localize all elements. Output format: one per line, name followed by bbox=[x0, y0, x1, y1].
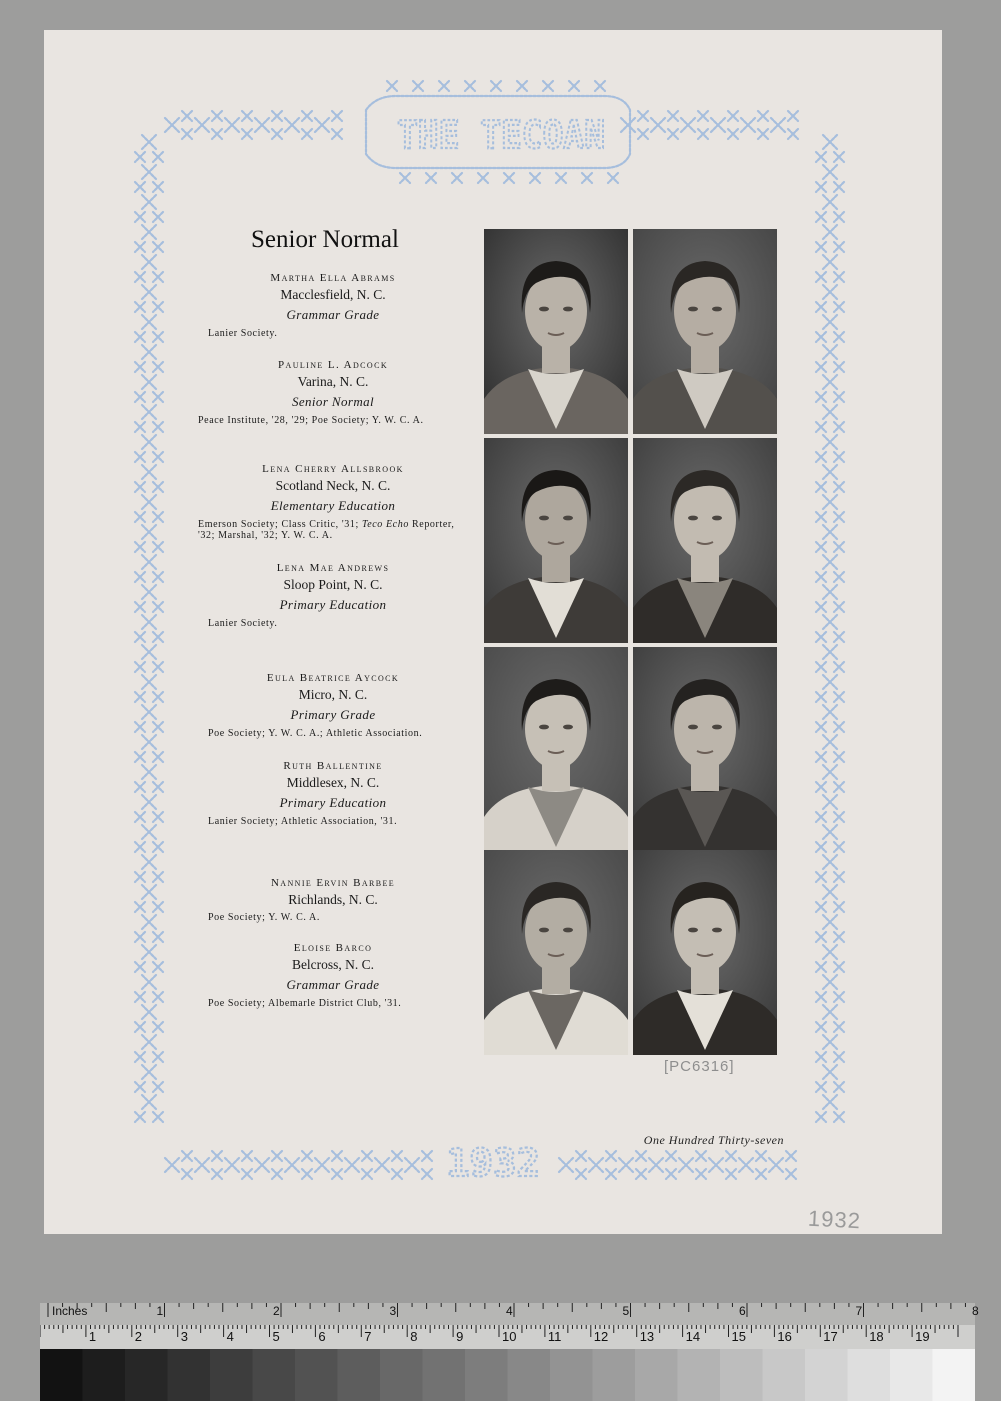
student-major: Senior Normal bbox=[291, 394, 375, 409]
inch-label: 7 bbox=[855, 1304, 863, 1318]
inch-label: 5 bbox=[622, 1304, 630, 1318]
inch-label: 8 bbox=[972, 1304, 979, 1318]
portrait-illustration bbox=[633, 229, 777, 434]
student-name: Eula Beatrice Aycock bbox=[266, 672, 400, 684]
cm-label: 14 bbox=[685, 1329, 701, 1344]
activities-text: Emerson Society; Class Critic, '31; bbox=[198, 519, 362, 530]
student-major: Grammar Grade bbox=[286, 977, 380, 992]
cm-label: 17 bbox=[823, 1329, 838, 1344]
portrait-photo bbox=[484, 850, 628, 1055]
page-number: One Hundred Thirty-seven bbox=[643, 1133, 784, 1147]
activities-text: Reporter, '32; Marshal, '32; Y. W. C. A. bbox=[198, 519, 455, 541]
student-name: Eloise Barco bbox=[293, 942, 373, 954]
newspaper-title: Teco Echo bbox=[361, 519, 409, 530]
student-activities: Poe Society; Albemarle District Club, '31. bbox=[208, 998, 402, 1009]
inch-label: 2 bbox=[273, 1304, 280, 1318]
student-activities bbox=[198, 519, 472, 541]
cm-label: 9 bbox=[456, 1329, 464, 1344]
student-town: Micro, N. C. bbox=[298, 687, 368, 702]
portrait-photo bbox=[484, 438, 628, 643]
student-activities: Poe Society; Y. W. C. A.; Athletic Association. bbox=[208, 728, 423, 739]
student-town: Varina, N. C. bbox=[297, 374, 369, 389]
portrait-photo bbox=[633, 229, 777, 434]
student-name: Nannie Ervin Barbee bbox=[270, 877, 396, 889]
cm-label: 8 bbox=[410, 1329, 418, 1344]
student-town: Macclesfield, N. C. bbox=[280, 287, 386, 302]
student-entry bbox=[194, 760, 472, 827]
header-year-lettering: 1932 bbox=[446, 1141, 540, 1185]
header-title-lettering: THE TECOAN bbox=[397, 113, 605, 157]
student-name: Lena Cherry Allsbrook bbox=[262, 463, 404, 475]
student-name: Lena Mae Andrews bbox=[276, 562, 390, 574]
cm-label: 16 bbox=[777, 1329, 792, 1344]
inch-label: 6 bbox=[739, 1304, 746, 1318]
portrait-illustration bbox=[484, 438, 628, 643]
portrait-illustration bbox=[484, 229, 628, 434]
portrait-photo bbox=[484, 647, 628, 852]
student-entry bbox=[194, 272, 472, 339]
student-name: Pauline L. Adcock bbox=[278, 359, 388, 371]
cm-label: 10 bbox=[502, 1329, 517, 1344]
student-name: Ruth Ballentine bbox=[283, 760, 383, 772]
student-entry bbox=[194, 562, 472, 629]
cm-label: 18 bbox=[869, 1329, 884, 1344]
student-activities: Lanier Society. bbox=[208, 618, 278, 629]
portrait-illustration bbox=[484, 850, 628, 1055]
cm-label: 6 bbox=[318, 1329, 326, 1344]
cm-label: 1 bbox=[88, 1329, 97, 1344]
student-name: Martha Ella Abrams bbox=[270, 272, 396, 284]
scale-ruler bbox=[40, 1303, 979, 1401]
student-town: Sloop Point, N. C. bbox=[283, 577, 383, 592]
portrait-photo bbox=[633, 850, 777, 1055]
student-town: Richlands, N. C. bbox=[288, 892, 378, 907]
ruler-units-label: Inches bbox=[52, 1304, 88, 1318]
page-content bbox=[44, 30, 942, 1234]
student-major: Primary Education bbox=[279, 597, 387, 612]
portrait-grid bbox=[484, 229, 779, 1055]
cm-label: 5 bbox=[272, 1329, 280, 1344]
cm-label: 3 bbox=[180, 1329, 188, 1344]
yearbook-page bbox=[44, 30, 942, 1234]
student-major: Primary Grade bbox=[290, 707, 376, 722]
cm-label: 19 bbox=[915, 1329, 930, 1344]
inch-label: 3 bbox=[389, 1304, 397, 1318]
student-town: Scotland Neck, N. C. bbox=[275, 478, 391, 493]
inch-label: 4 bbox=[506, 1304, 513, 1318]
portrait-photo bbox=[633, 647, 777, 852]
student-town: Belcross, N. C. bbox=[291, 957, 375, 972]
student-entry bbox=[194, 942, 472, 1009]
archive-catalog-note: [PC6316] bbox=[664, 1058, 735, 1075]
cm-label: 7 bbox=[364, 1329, 372, 1344]
portrait-illustration bbox=[633, 850, 777, 1055]
student-activities: Poe Society; Y. W. C. A. bbox=[208, 912, 320, 923]
gray-scale-patches bbox=[40, 1349, 975, 1401]
student-entry bbox=[194, 877, 472, 923]
cm-label: 13 bbox=[639, 1329, 655, 1344]
cm-label: 15 bbox=[731, 1329, 746, 1344]
portrait-illustration bbox=[633, 438, 777, 643]
student-activities: Lanier Society. bbox=[208, 328, 278, 339]
portrait-illustration bbox=[484, 647, 628, 852]
cm-label: 12 bbox=[593, 1329, 609, 1344]
student-town: Middlesex, N. C. bbox=[286, 775, 380, 790]
student-entry bbox=[194, 672, 472, 739]
inch-label: 1 bbox=[156, 1304, 164, 1318]
section-title: Senior Normal bbox=[251, 226, 399, 253]
portrait-photo bbox=[633, 438, 777, 643]
cm-label: 2 bbox=[134, 1329, 143, 1344]
portrait-photo bbox=[484, 229, 628, 434]
cm-label: 11 bbox=[547, 1329, 562, 1344]
student-activities: Lanier Society; Athletic Association, '31. bbox=[208, 816, 398, 827]
student-major: Primary Education bbox=[279, 795, 387, 810]
student-entry bbox=[194, 463, 472, 541]
student-major: Grammar Grade bbox=[286, 307, 380, 322]
student-entry bbox=[194, 359, 472, 426]
student-activities: Peace Institute, '28, '29; Poe Society; Y. W. C. A. bbox=[198, 415, 424, 426]
portrait-illustration bbox=[633, 647, 777, 852]
handwritten-year-note: 1932 bbox=[807, 1205, 862, 1234]
cm-label: 4 bbox=[226, 1329, 234, 1344]
student-major: Elementary Education bbox=[270, 498, 396, 513]
